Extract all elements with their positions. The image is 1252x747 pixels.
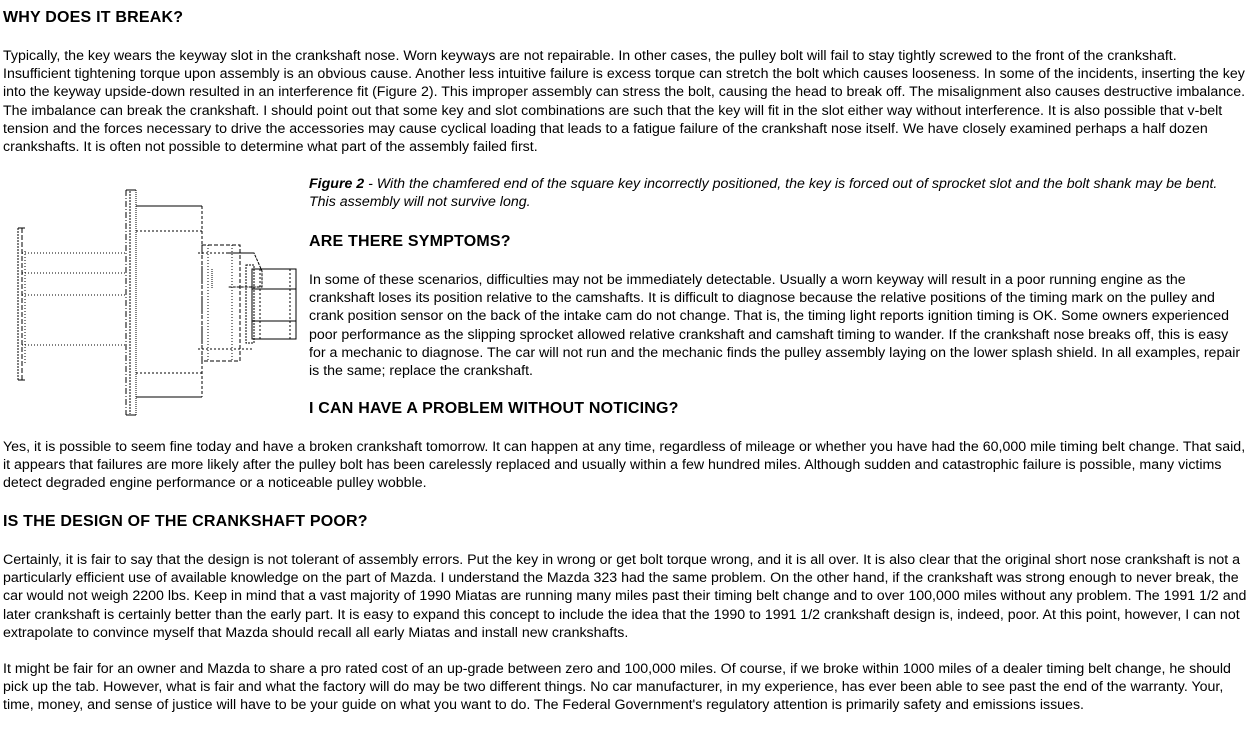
paragraph-noticing: Yes, it is possible to seem fine today and have a broken crankshaft tomorrow. It can happen at any time, regardless of mileage or whether you have had the 60,000 mile timing belt change. That said, it appears that failures are more likely after the pulley bolt has been carelessly replaced and usually within a few hundred miles. Although sudden and catastrophic failure is possible, many victims detect degraded engine performance or a noticeable pulley wobble.	[3, 439, 1246, 492]
heading-design-poor: IS THE DESIGN OF THE CRANKSHAFT POOR?	[3, 513, 368, 530]
paragraph-design-2: It might be fair for an owner and Mazda to share a pro rated cost of an up-grade between zero and 100,000 miles. Of course, if we broke within 1000 miles of a dealer timing belt change, he should pick up the tab. However, what is fair and what the factory will do may be two different things. No car manufacturer, in my experience, has ever been able to see past the end of the warranty. Your, time, money, and sense of justice will have to be your guide on what you want to do. The Federal Government's regulatory attention is primarily safety and emissions issues.	[3, 661, 1231, 714]
heading-are-there-symptoms: ARE THERE SYMPTOMS?	[309, 233, 511, 250]
paragraph-design-1: Certainly, it is fair to say that the design is not tolerant of assembly errors. Put the key in wrong or get bolt torque wrong, and it is all over. It is also clear that the original short nose crankshaft is not a particularly efficient use of available knowledge on the part of Mazda. I understand the Mazda 323 had the same problem. On the other hand, if the crankshaft was strong enough to never break, the car would not weigh 2200 lbs. Keep in mind that a vast majority of 1990 Miatas are running many miles past their timing belt change and to over 100,000 miles without any problem. The 1991 1/2 and later crankshaft is certainly better than the early part. It is easy to expand this concept to include the idea that the 1990 to 1991 1/2 crankshaft design is, indeed, poor. At this point, however, I can not extrapolate to convince myself that Mazda should recall all early Miatas and install new crankshafts.	[3, 552, 1247, 641]
figure-caption-text: - With the chamfered end of the square key incorrectly positioned, the key is forced out of sprocket slot and the bolt shank may be bent. This assembly will not survive long.	[309, 176, 1218, 211]
figure-label: Figure 2	[309, 176, 365, 192]
figure-2-crankshaft-drawing	[12, 183, 302, 419]
figure-2-caption	[309, 175, 1247, 211]
heading-problem-without-noticing: I CAN HAVE A PROBLEM WITHOUT NOTICING?	[309, 400, 679, 417]
heading-why-does-it-break: WHY DOES IT BREAK?	[3, 9, 184, 26]
paragraph-symptoms: In some of these scenarios, difficulties may not be immediately detectable. Usually a worn keyway will result in a poor running engine as the crankshaft loses its position relative to the camshafts. It is difficult to diagnose because the relative positions of the timing mark on the pulley and crank position sensor on the back of the intake cam do not change. That is, the timing light reports ignition timing is OK. Some owners experienced poor performance as the slipping sprocket allowed relative crankshaft and camshaft timing to wander. If the crankshaft nose breaks off, this is easy for a mechanic to diagnose. The car will not run and the mechanic finds the pulley assembly laying on the lower splash shield. In all examples, repair is the same; replace the crankshaft.	[309, 272, 1241, 380]
paragraph-why: Typically, the key wears the keyway slot in the crankshaft nose. Worn keyways are not repairable. In other cases, the pulley bolt will fail to stay tightly screwed to the front of the crankshaft. Insufficient tightening torque upon assembly is an obvious cause. Another less intuitive failure is excess torque can stretch the bolt which causes looseness. In some of the incidents, inserting the key into the keyway upside-down resulted in an interference fit (Figure 2). This improper assembly can stress the bolt, causing the head to break off. The misalignment also causes destructive imbalance. The imbalance can break the crankshaft. I should point out that some key and slot combinations are such that the key will fit in the slot either way without interference. It is also possible that v-belt tension and the forces necessary to drive the accessories may cause cyclical loading that leads to a fatigue failure of the crankshaft nose itself. We have closely examined perhaps a half dozen crankshafts. It is often not possible to determine what part of the assembly failed first.	[3, 48, 1246, 156]
